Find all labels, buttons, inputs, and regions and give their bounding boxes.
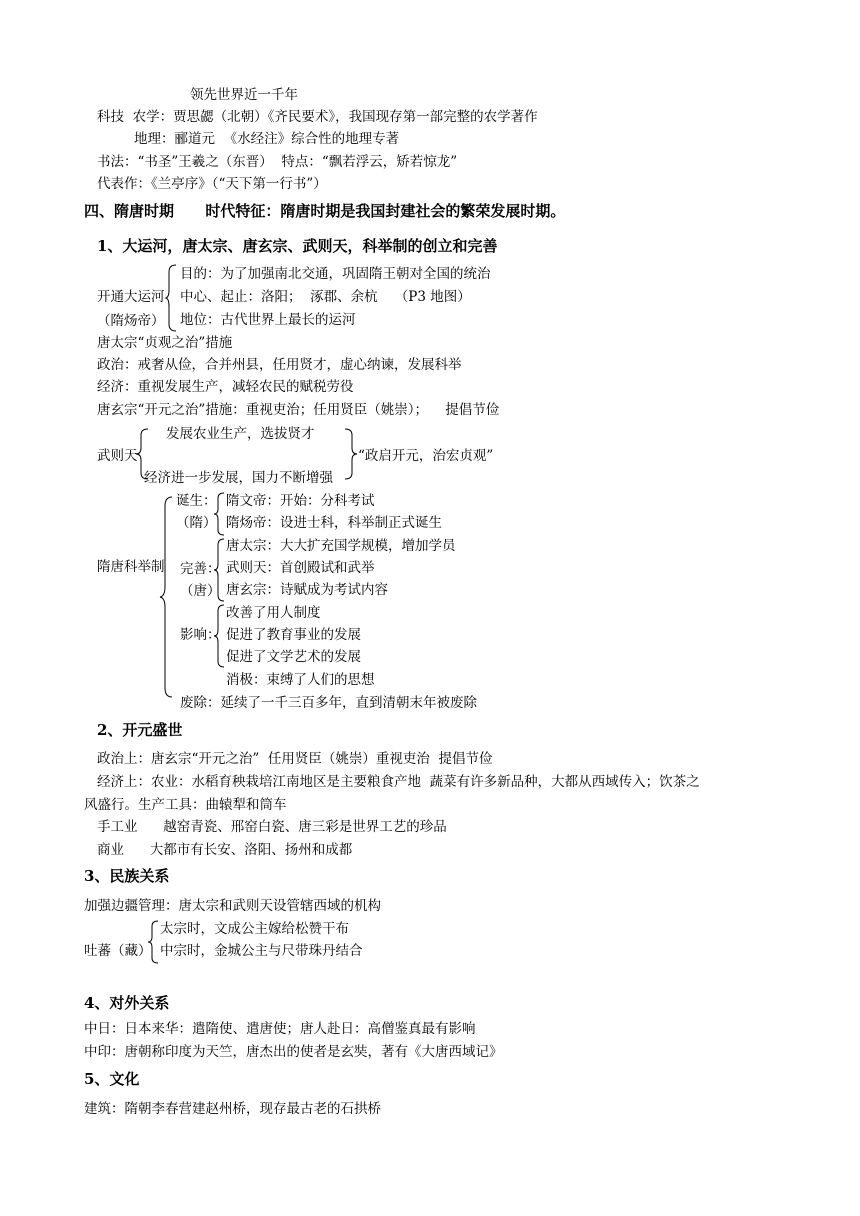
keju-influence-brace	[214, 604, 226, 668]
text-line: 隋文帝：开始：分科考试	[226, 493, 375, 509]
canal-sub-label: （隋炀帝）	[97, 313, 165, 329]
text-line: 改善了用人制度	[226, 605, 321, 621]
tubo-brace	[148, 920, 160, 964]
canal-brace	[166, 264, 178, 332]
text-line: 经济上：农业：水稻育秧栽培江南地区是主要粮食产地 蔬菜有许多新品种，大都从西域传入；饮茶之	[97, 774, 700, 790]
keju-perfect-brace	[214, 538, 226, 602]
text-line: 促进了教育事业的发展	[226, 627, 361, 643]
wu-zetian-result: “政启开元，治宏贞观”	[358, 448, 494, 464]
keju-perfect-sub: （唐）	[180, 583, 221, 599]
section-heading: 四、隋唐时期 时代特征：隋唐时期是我国封建社会的繁荣发展时期。	[84, 202, 566, 220]
text-line: 太宗时，文成公主嫁给松赞干布	[160, 921, 349, 937]
keju-influence-label: 影响：	[180, 627, 221, 643]
text-line: 唐玄宗：诗赋成为考试内容	[226, 582, 388, 598]
text-line: 发展农业生产，选拔贤才	[166, 426, 315, 442]
text-line: 消极：束缚了人们的思想	[226, 672, 375, 688]
text-line: 政治上：唐玄宗“开元之治” 任用贤臣（姚崇）重视吏治 提倡节俭	[97, 751, 493, 767]
keju-birth-sub: （隋）	[176, 515, 217, 531]
text-line: 唐太宗：大大扩充国学规模，增加学员	[226, 538, 456, 554]
text-line: 唐太宗“贞观之治”措施	[97, 335, 233, 351]
subsection-heading: 4、对外关系	[84, 994, 170, 1012]
text-line: 商业 大都市有长安、洛阳、扬州和成都	[97, 842, 353, 858]
keju-label: 隋唐科举制	[97, 559, 165, 575]
text-line: 地理：郦道元 《水经注》综合性的地理专著	[134, 131, 400, 147]
keju-perfect-label: 完善：	[180, 561, 221, 577]
keju-main-brace	[160, 496, 174, 698]
text-line: 中心、起止：洛阳； 涿郡、余杭 （P3 地图）	[180, 289, 471, 305]
text-line: 领先世界近一千年	[190, 87, 298, 103]
wu-zetian-label: 武则天	[97, 448, 138, 464]
text-line: 地位：古代世界上最长的运河	[180, 312, 356, 328]
text-line: 武则天：首创殿试和武举	[226, 560, 375, 576]
text-line: 加强边疆管理：唐太宗和武则天设管辖西域的机构	[84, 898, 381, 914]
text-line: 中日：日本来华：遣隋使、遣唐使；唐人赴日：高僧鉴真最有影响	[84, 1021, 476, 1037]
text-line: 目的：为了加强南北交通，巩固隋王朝对全国的统治	[180, 266, 491, 282]
wu-zetian-brace-right	[344, 428, 358, 480]
subsection-heading: 2、开元盛世	[97, 721, 183, 739]
text-line: 中宗时，金城公主与尺带珠丹结合	[160, 943, 363, 959]
subsection-heading: 5、文化	[84, 1070, 140, 1088]
text-line: 隋炀帝：设进士科，科举制正式诞生	[226, 515, 442, 531]
keju-birth-label: 诞生：	[176, 493, 217, 509]
text-line: 书法：“书圣”王羲之（东晋） 特点：“飘若浮云，矫若惊龙”	[97, 154, 458, 170]
text-line: 废除：延续了一千三百多年，直到清朝末年被废除	[180, 695, 477, 711]
text-line: 风盛行。生产工具：曲辕犁和筒车	[84, 797, 287, 813]
text-line: 促进了文学艺术的发展	[226, 649, 361, 665]
text-line: 经济：重视发展生产，减轻农民的赋税劳役	[97, 379, 354, 395]
text-line: 代表作：《兰亭序》（“天下第一行书”）	[97, 176, 327, 192]
keju-birth-brace	[214, 492, 226, 536]
subsection-heading: 3、民族关系	[84, 867, 170, 885]
text-line: 建筑：隋朝李春营建赵州桥，现存最古老的石拱桥	[84, 1101, 381, 1117]
canal-label: 开通大运河	[97, 289, 165, 305]
tubo-label: 吐蕃（藏）	[84, 943, 152, 959]
text-line: 科技 农学：贾思勰（北朝）《齐民要术》，我国现存第一部完整的农学著作	[97, 109, 538, 125]
subsection-heading: 1、大运河，唐太宗、唐玄宗、武则天，科举制的创立和完善	[97, 237, 498, 255]
text-line: 手工业 越窑青瓷、邢窑白瓷、唐三彩是世界工艺的珍品	[97, 819, 447, 835]
text-line: 中印：唐朝称印度为天竺，唐杰出的使者是玄奘，著有《大唐西域记》	[84, 1044, 503, 1060]
text-line: 经济进一步发展，国力不断增强	[144, 470, 333, 486]
text-line: 政治：戒奢从俭，合并州县，任用贤才，虚心纳谏，发展科举	[97, 357, 462, 373]
text-line: 唐玄宗“开元之治”措施：重视吏治；任用贤臣（姚崇）； 提倡节俭	[97, 402, 500, 418]
